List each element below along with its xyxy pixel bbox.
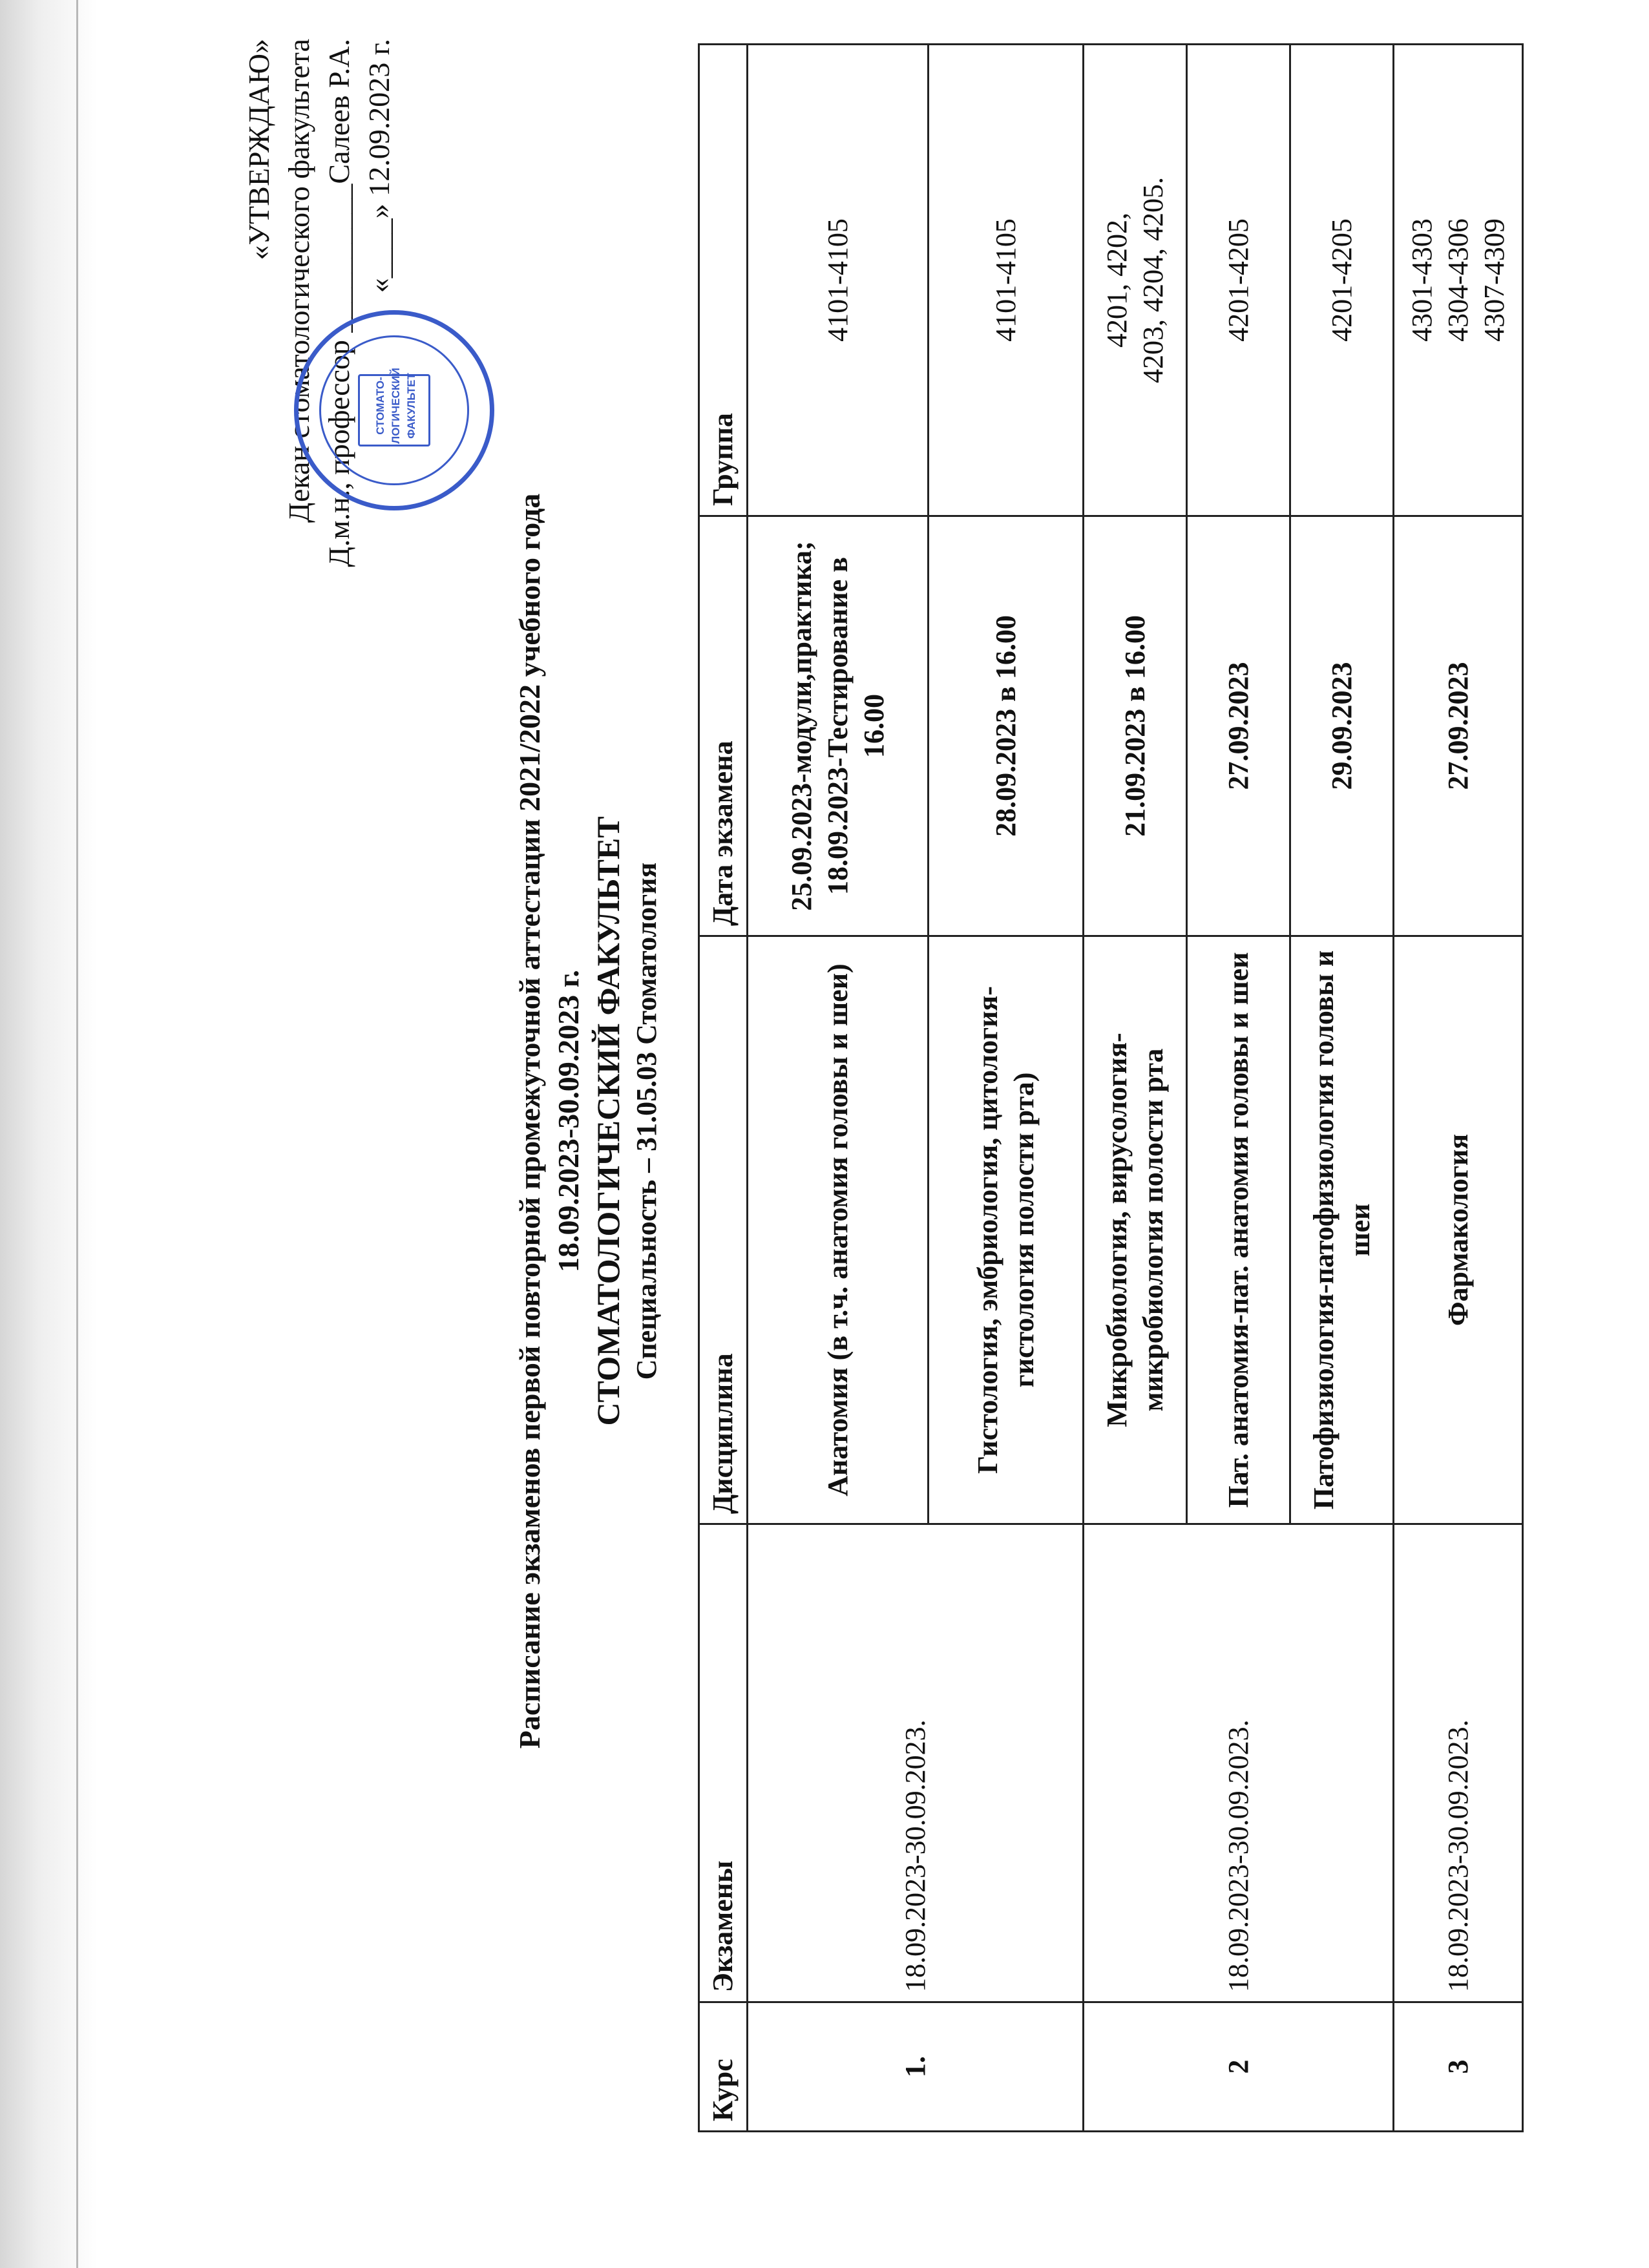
schedule-period: 18.09.2023-30.09.2023 г. (552, 969, 585, 1273)
exam-period: 18.09.2023-30.09.2023. (748, 1524, 1084, 2002)
schedule-title: Расписание экзаменов первой повторной промежуточной аттестации 2021/2022 учебного года (513, 493, 546, 1749)
specialty-name: Специальность – 31.05.03 Стоматология (631, 862, 662, 1380)
group-list: 4201-4205 (1187, 45, 1290, 516)
seal-text: СТОМАТО-ЛОГИЧЕСКИЙ ФАКУЛЬТЕТ (374, 368, 417, 444)
table-row (1394, 45, 1523, 2132)
approval-signatory: Д.м.н., профессор __________Салеев Р.А. (322, 39, 355, 567)
exam-date: 29.09.2023 (1290, 516, 1394, 936)
approval-title: «УТВЕРЖДАЮ» (242, 39, 275, 260)
course-number: 2 (1084, 2002, 1394, 2132)
exam-period: 18.09.2023-30.09.2023. (1394, 1524, 1523, 2002)
course-number: 1. (748, 2002, 1084, 2132)
exam-date: 21.09.2023 в 16.00 (1084, 516, 1187, 936)
column-header-exams: Экзамены (699, 1524, 748, 2002)
exam-date: 25.09.2023-модули,практика; 18.09.2023-Тестирование в 16.00 (748, 516, 929, 936)
table-row (748, 45, 929, 2132)
group-list: 4101-4105 (929, 45, 1084, 516)
course-number: 3 (1394, 2002, 1523, 2132)
discipline-name: Гистология, эмбриология, цитология- гистология полости рта) (929, 936, 1084, 1524)
discipline-name: Патофизиология-патофизиология головы и шеи (1290, 936, 1394, 1524)
approval-position: Декан стоматологического факультета (282, 39, 315, 523)
exam-schedule-table (698, 43, 1524, 2132)
approval-date: «____» 12.09.2023 г. (362, 39, 395, 293)
column-header-discipline: Дисциплина (699, 936, 748, 1524)
discipline-name: Фармакология (1394, 936, 1523, 1524)
discipline-name: Пат. анатомия-пат. анатомия головы и шеи (1187, 936, 1290, 1524)
group-list: 4301-4303 4304-4306 4307-4309 (1394, 45, 1523, 516)
discipline-name: Анатомия (в т.ч. анатомия головы и шеи) (748, 936, 929, 1524)
group-list: 4201, 4202, 4203, 4204, 4205. (1084, 45, 1187, 516)
column-header-course: Курс (699, 2002, 748, 2132)
exam-date: 28.09.2023 в 16.00 (929, 516, 1084, 936)
faculty-name: СТОМАТОЛОГИЧЕСКИЙ ФАКУЛЬТЕТ (590, 816, 626, 1426)
table-row (1084, 45, 1187, 2132)
column-header-date: Дата экзамена (699, 516, 748, 936)
document-heading (510, 168, 666, 2074)
exam-date: 27.09.2023 (1394, 516, 1523, 936)
table-header-row (699, 45, 748, 2132)
group-list: 4101-4105 (748, 45, 929, 516)
exam-date: 27.09.2023 (1187, 516, 1290, 936)
exam-period: 18.09.2023-30.09.2023. (1084, 1524, 1394, 2002)
faculty-seal-stamp (294, 310, 494, 510)
discipline-name: Микробиология, вирусология-микробиология полости рта (1084, 936, 1187, 1524)
group-list: 4201-4205 (1290, 45, 1394, 516)
column-header-group: Группа (699, 45, 748, 516)
